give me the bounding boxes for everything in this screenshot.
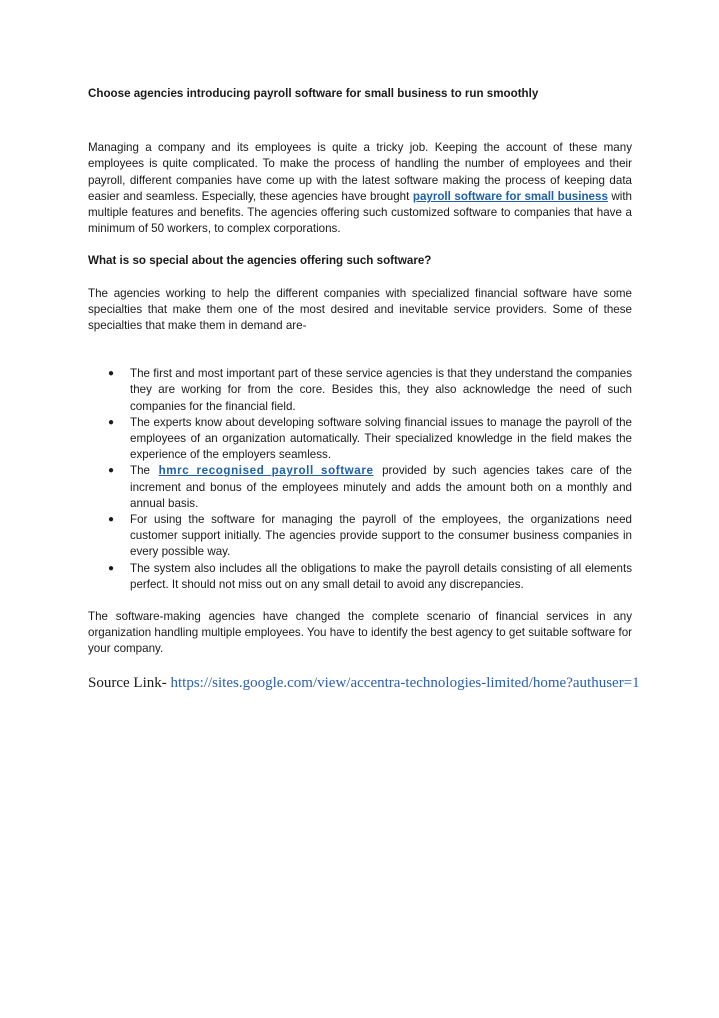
list-item-text-before-link: The xyxy=(130,464,157,478)
list-item xyxy=(108,463,632,512)
source-line xyxy=(88,674,640,692)
list-item-text: For using the software for managing the payroll of the employees, the organizations need customer support initially. The agencies provide support to the consumer business companies in every possible way. xyxy=(130,513,632,559)
list-item xyxy=(108,512,632,561)
source-link[interactable]: https://sites.google.com/view/accentra-technologies-limited/home?authuser=1 xyxy=(170,674,640,691)
document-title: Choose agencies introducing payroll software for small business to run smoothly xyxy=(88,87,539,100)
specialties-list xyxy=(88,366,632,593)
list-item-text: The first and most important part of these service agencies is that they understand the companies they are working for from the core. Besides this, they also acknowledge the need of such companies for the financial field. xyxy=(130,367,632,413)
payroll-software-link[interactable]: payroll software for small business xyxy=(412,189,608,203)
section-paragraph: The agencies working to help the different companies with specialized financial software have some specialties that make them one of the most desired and inevitable service providers. Some of these specialties that make them in demand are- xyxy=(88,286,632,333)
list-item xyxy=(108,561,632,593)
hmrc-payroll-software-link[interactable]: hmrc recognised payroll software xyxy=(158,464,374,478)
list-item-text: The system also includes all the obligations to make the payroll details consisting of all elements perfect. It should not miss out on any small detail to avoid any discrepancies. xyxy=(130,561,632,591)
document-page xyxy=(88,86,640,692)
closing-paragraph: The software-making agencies have changed the complete scenario of financial services in any organization handling multiple employees. You have to identify the best agency to get suitable software for your company. xyxy=(88,610,632,656)
list-item xyxy=(108,415,632,464)
intro-text-after-link: with multiple features and benefits. The agencies offering such customized software to companies that have a minimum of 50 workers, to complex corporations. xyxy=(88,189,633,236)
source-label: Source Link- xyxy=(88,674,171,691)
list-item xyxy=(108,366,632,415)
list-item-text-after-link: provided by such agencies takes care of the increment and bonus of the employees minutely and adds the amount both on a monthly and annual basis. xyxy=(130,464,632,510)
bullet-icon: ● xyxy=(108,562,115,574)
bullet-icon: ● xyxy=(108,514,115,526)
section-subheading: What is so special about the agencies offering such software? xyxy=(88,254,432,268)
bullet-icon: ● xyxy=(108,465,115,477)
bullet-icon: ● xyxy=(108,368,115,380)
list-item-text: The experts know about developing software solving financial issues to manage the payroll of the employees of an organization automatically. Their specialized knowledge in the field makes the experience of the employers seamless. xyxy=(130,415,632,462)
intro-text-before-link: Managing a company and its employees is quite a tricky job. Keeping the account of these many employees is quite complicated. To make the process of handling the number of employees and their payroll, different companies have come up with the latest software making the process of keeping data easier and seamless. Especially, these agencies have brought xyxy=(88,141,632,203)
intro-paragraph xyxy=(88,140,632,237)
bullet-icon: ● xyxy=(108,416,115,428)
